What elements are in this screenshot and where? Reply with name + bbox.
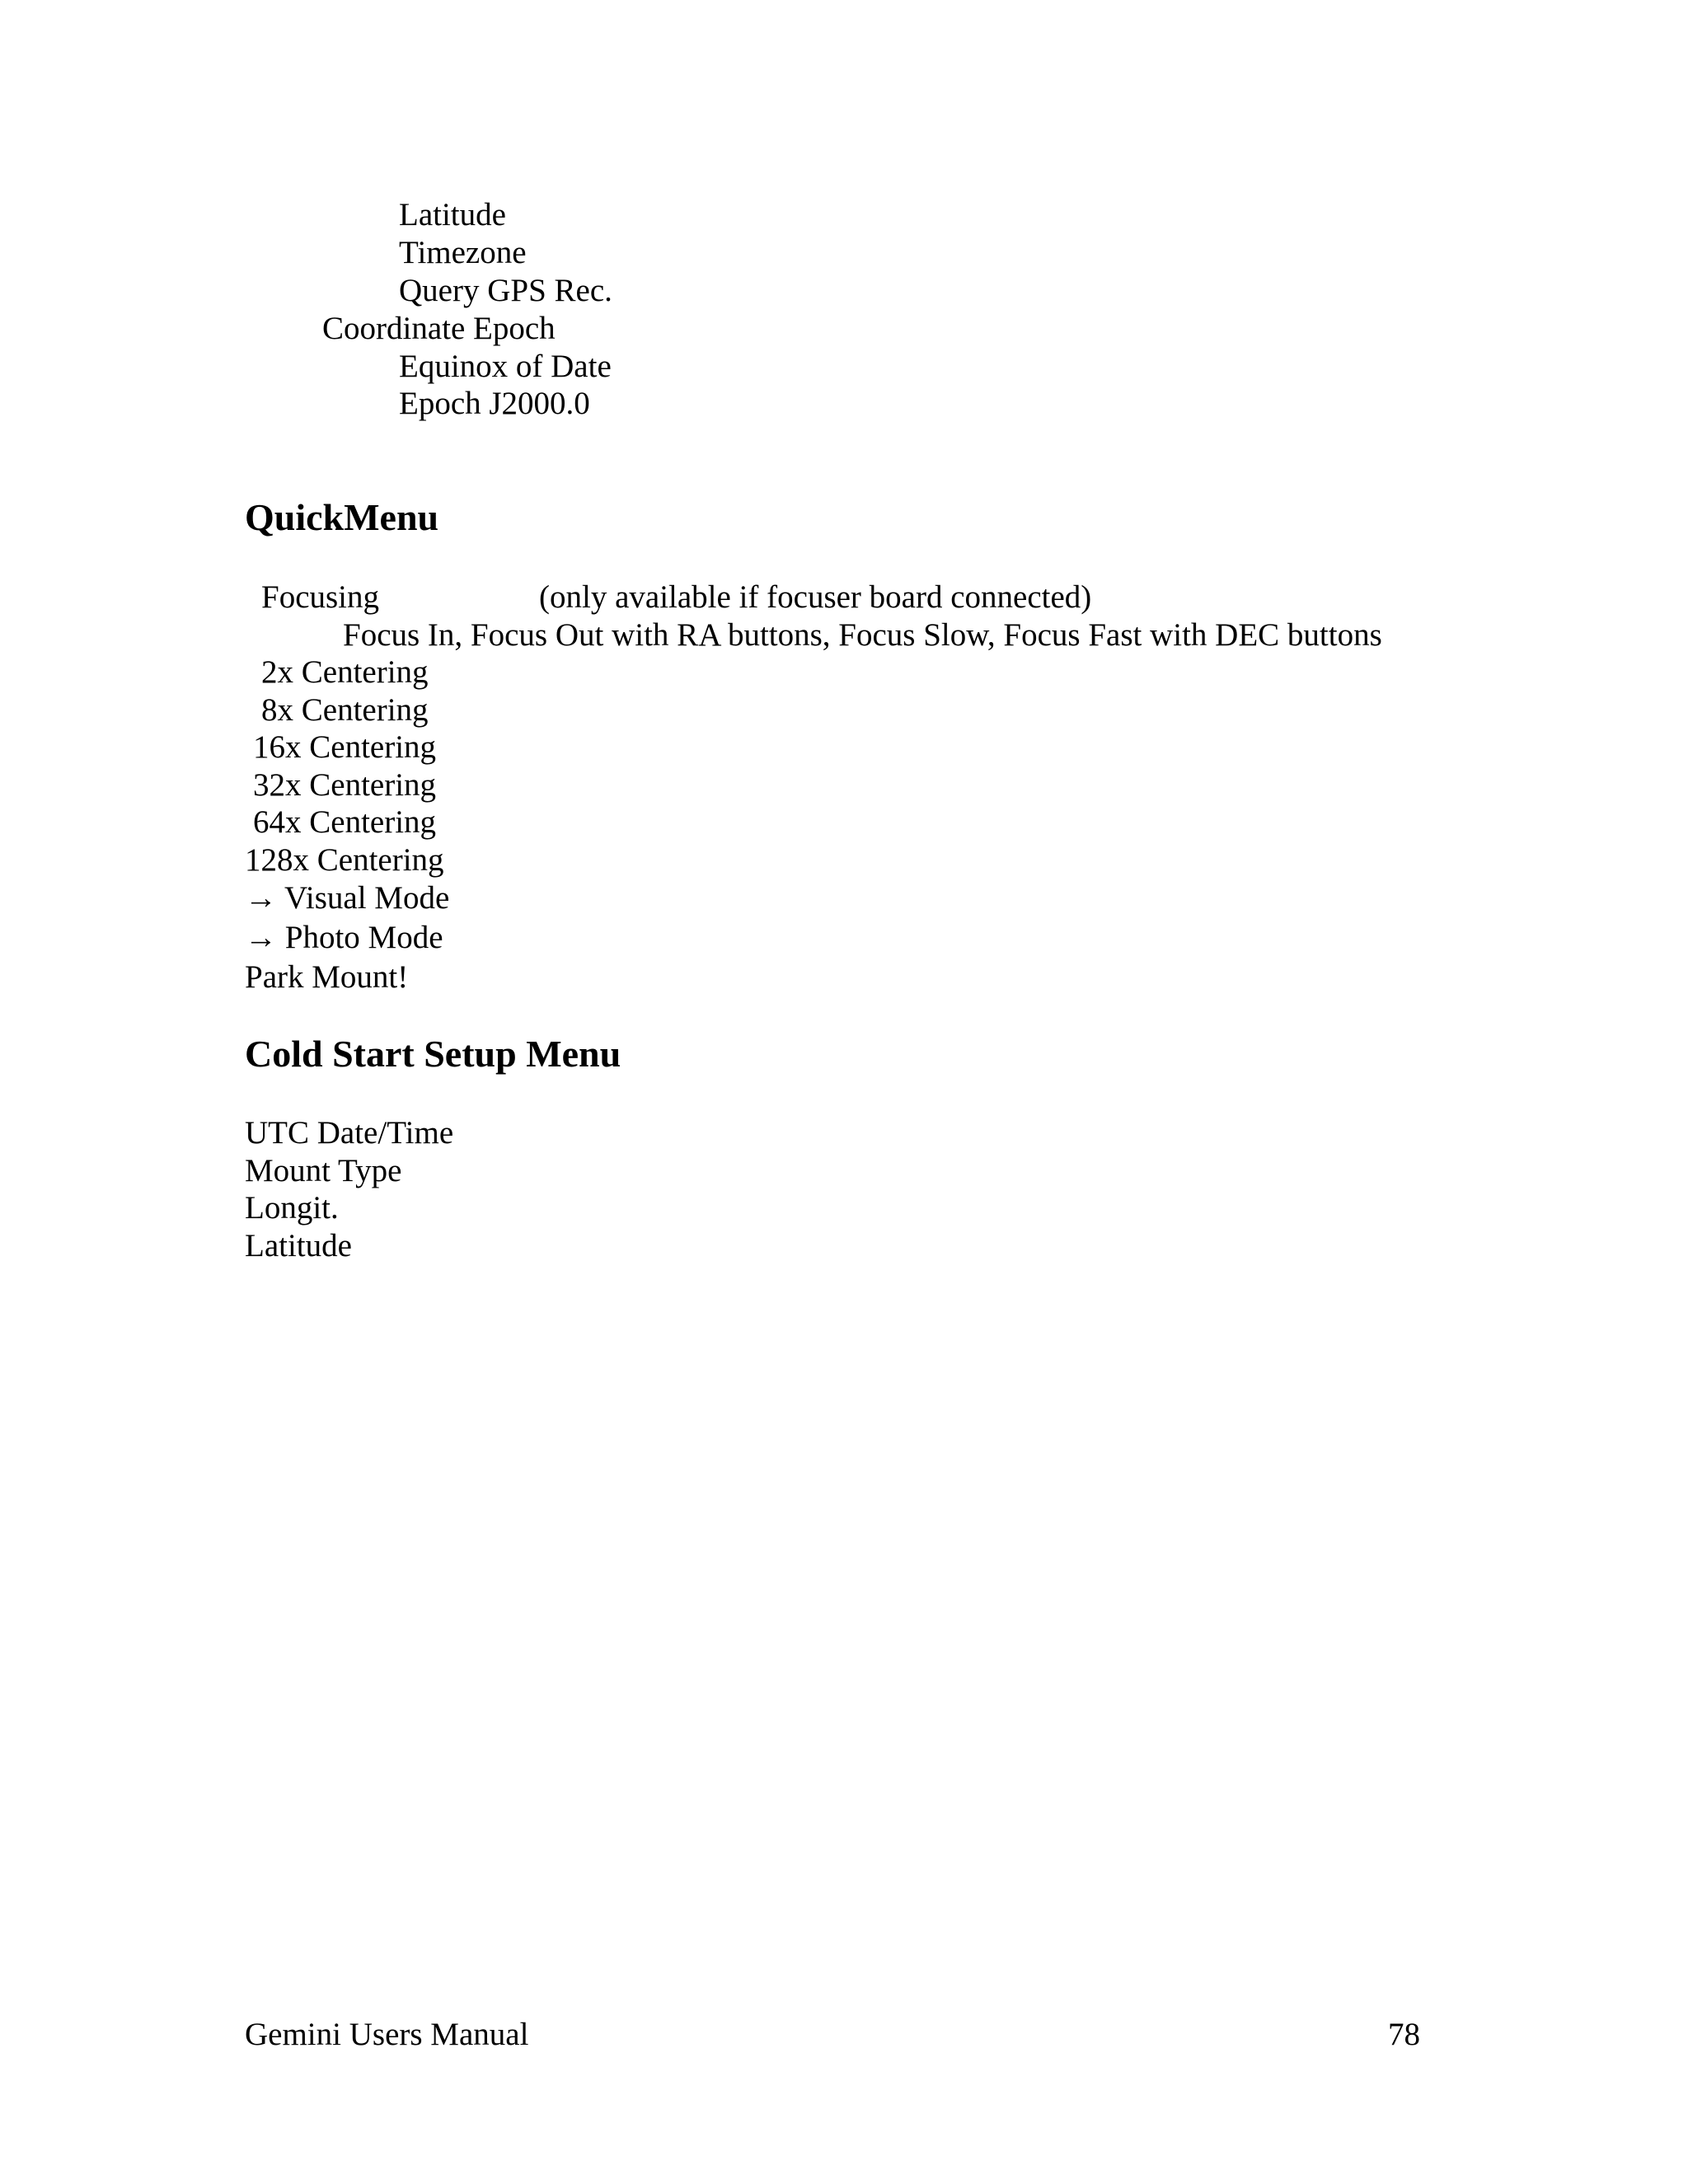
- cold-start-item-mount-type: Mount Type: [245, 1153, 402, 1188]
- footer-title: Gemini Users Manual: [245, 2017, 529, 2052]
- quickmenu-heading: QuickMenu: [245, 496, 439, 538]
- quickmenu-item-2x-centering: 2x Centering: [261, 654, 429, 690]
- quickmenu-focusing-note: (only available if focuser board connected): [539, 579, 1092, 615]
- quickmenu-item-32x-centering: 32x Centering: [253, 767, 437, 803]
- menu-item-latitude: Latitude: [399, 197, 506, 232]
- footer-page-number: 78: [1388, 2017, 1420, 2052]
- quickmenu-item-park-mount: Park Mount!: [245, 959, 409, 995]
- menu-item-epoch-j2000: Epoch J2000.0: [399, 386, 590, 421]
- menu-item-query-gps: Query GPS Rec.: [399, 273, 612, 308]
- cold-start-item-longit: Longit.: [245, 1190, 339, 1226]
- cold-start-item-utc-date-time: UTC Date/Time: [245, 1115, 454, 1151]
- quickmenu-item-128x-centering: 128x Centering: [245, 842, 444, 878]
- menu-item-equinox-of-date: Equinox of Date: [399, 349, 612, 384]
- cold-start-item-latitude: Latitude: [245, 1228, 352, 1263]
- quickmenu-item-64x-centering: 64x Centering: [253, 804, 437, 840]
- quickmenu-item-focusing: Focusing: [261, 579, 380, 615]
- menu-item-timezone: Timezone: [399, 235, 527, 270]
- quickmenu-item-photo-mode: → Photo Mode: [245, 920, 443, 955]
- cold-start-heading: Cold Start Setup Menu: [245, 1033, 621, 1075]
- menu-item-coordinate-epoch: Coordinate Epoch: [322, 311, 556, 346]
- quickmenu-item-16x-centering: 16x Centering: [253, 729, 437, 765]
- quickmenu-item-visual-mode: → Visual Mode: [245, 880, 450, 916]
- quickmenu-focusing-detail: Focus In, Focus Out with RA buttons, Focus Slow, Focus Fast with DEC buttons: [343, 617, 1382, 653]
- quickmenu-item-8x-centering: 8x Centering: [261, 692, 429, 728]
